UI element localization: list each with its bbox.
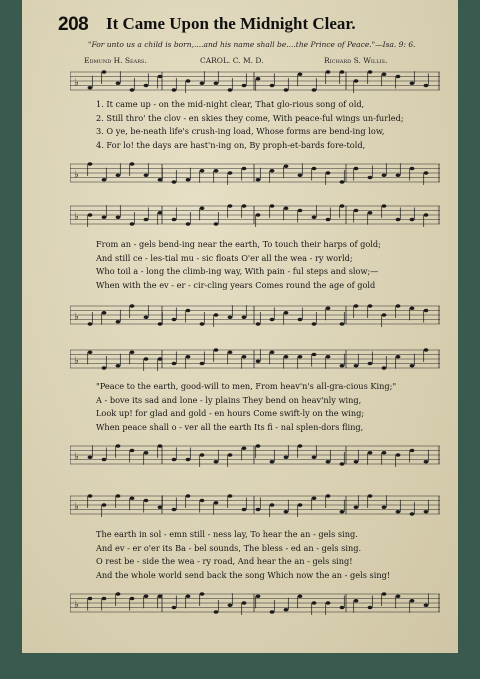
lyric-line: From an - gels bend-ing near the earth, To touch their harps of gold; (96, 239, 381, 249)
bass-staff-3 (70, 440, 440, 474)
treble-staff-1 (70, 66, 440, 100)
hymnal-page (22, 0, 458, 679)
lyric-line: Look up! for glad and gold - en hours Come swift-ly on the wing; (96, 408, 365, 419)
lyrics-block-4 (96, 528, 446, 582)
background-margin (0, 653, 480, 679)
lyric-line: 3. O ye, be-neath life's crush-ing load, Whose forms are bend-ing low, (96, 126, 385, 137)
lyrics-block-3 (96, 380, 446, 434)
treble-staff-3 (70, 344, 440, 378)
bass-staff-4 (70, 588, 440, 622)
svg-text:♭: ♭ (74, 501, 79, 513)
lyric-line: And ev - er o'er its Ba - bel sounds, The bless - ed an - gels sing. (96, 542, 362, 553)
svg-text:♭: ♭ (74, 599, 79, 611)
svg-text:♭: ♭ (74, 451, 79, 463)
lyrics-block-1 (96, 98, 446, 152)
lyric-line: A - bove its sad and lone - ly plains They bend on heav'nly wing, (96, 394, 362, 405)
treble-staff-2 (70, 200, 440, 234)
treble-staff-4 (70, 490, 440, 524)
author-credit: Edmund H. Sears. (84, 56, 147, 65)
lyric-line: When peace shall o - ver all the earth Its fi - nal splen-dors fling, (96, 421, 364, 432)
lyric-line: 1. It came up - on the mid-night clear, That glo-rious song of old, (96, 99, 365, 109)
lyric-line: Who toil a - long the climb-ing way, With pain - ful steps and slow;— (96, 266, 379, 277)
bass-staff-1 (70, 158, 440, 192)
lyric-line: O rest be - side the wea - ry road, And hear the an - gels sing! (96, 556, 353, 567)
lyrics-block-2 (96, 238, 446, 292)
lyric-line: The earth in sol - emn still - ness lay, To hear the an - gels sing. (96, 529, 358, 539)
lyric-line: And still ce - les-tial mu - sic floats O'er all the wea - ry world; (96, 252, 353, 263)
svg-text:♭: ♭ (74, 355, 79, 367)
hymn-title: It Came Upon the Midnight Clear. (106, 14, 356, 33)
bass-staff-2 (70, 300, 440, 334)
svg-text:♭: ♭ (74, 77, 79, 89)
scripture-reference: "For unto us a child is born,....and his name shall be....the Prince of Peace."—Isa. 9: 6. (88, 40, 416, 49)
hymn-number: 208 (58, 14, 89, 35)
svg-text:♭: ♭ (74, 211, 79, 223)
lyric-line: 2. Still thro' the clov - en skies they come, With peace-ful wings un-furled; (96, 112, 404, 123)
svg-text:♭: ♭ (74, 169, 79, 181)
tune-meter: CAROL. C. M. D. (200, 56, 264, 65)
lyric-line: When with the ev - er - cir-cling years Comes round the age of gold (96, 279, 376, 290)
lyric-line: "Peace to the earth, good-will to men, From heav'n's all-gra-cious King;" (96, 381, 397, 391)
lyric-line: 4. For lo! the days are hast'n-ing on, By proph-et-bards fore-told, (96, 139, 366, 150)
svg-text:♭: ♭ (74, 311, 79, 323)
composer-credit: Richard S. Willis. (324, 56, 388, 65)
lyric-line: And the whole world send back the song Which now the an - gels sing! (96, 569, 391, 580)
